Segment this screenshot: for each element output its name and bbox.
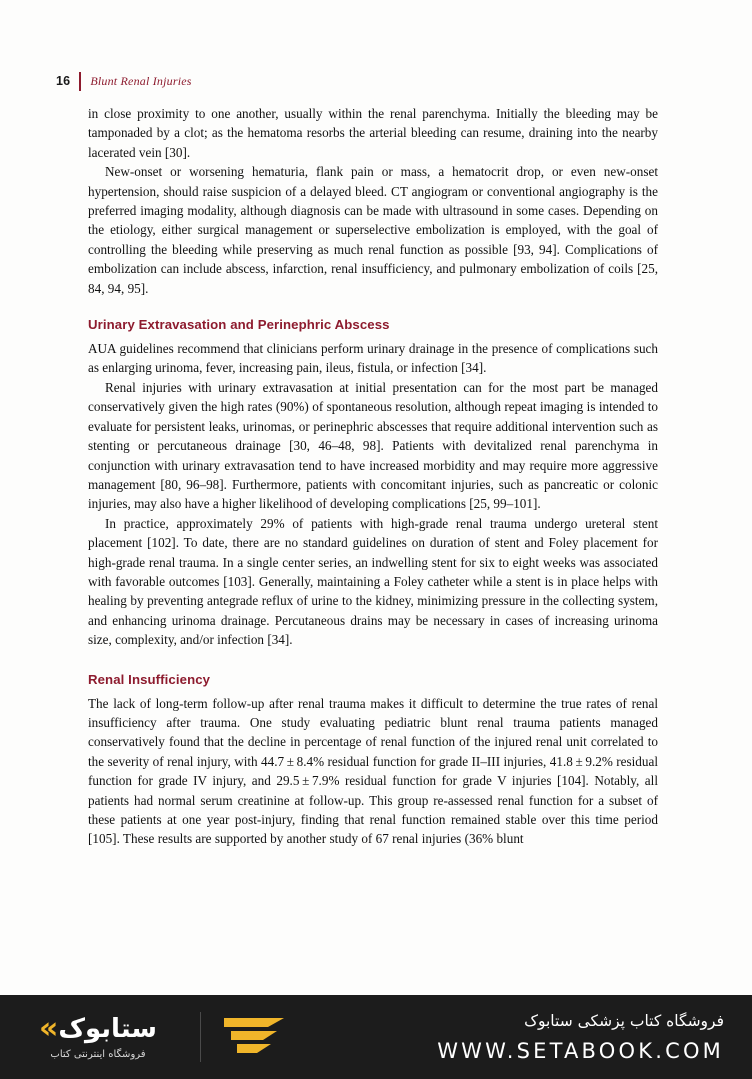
footer-contact — [285, 1012, 752, 1063]
section-heading-urinary-extravasation: Urinary Extravasation and Perinephric Abscess — [88, 317, 390, 333]
footer-divider — [200, 1012, 201, 1062]
page-number: 16 — [56, 74, 71, 88]
brand-name: ستابوک — [58, 1014, 158, 1044]
logo-mark-icon — [223, 1012, 285, 1062]
paragraph-aua-guidelines: AUA guidelines recommend that clinicians perform urinary drainage in the presence of complications such as enlarging urinoma, fever, increasing pain, ileus, fistula, or infection [34]. — [88, 341, 658, 376]
logo-bar-top — [224, 1018, 284, 1027]
paragraph-stent-placement: In practice, approximately 29% of patients with high-grade renal trauma undergo ureteral stent placement [102]. To date, there are no standard guidelines on duration of stent and Foley placement for high-grade renal trauma. In a single center series, an indwelling stent for six to eight weeks was associated with favorable outcomes [103]. Generally, maintaining a Foley catheter while a stent is in place helps with healing by preventing antegrade reflux of urine to the kidney, minimizing pressure in the collecting system, and enhancing urinoma drainage. Percutaneous drains may be necessary in cases of increasing urinoma size, complexity, and/or infection [34]. — [88, 515, 658, 648]
brand-subtitle: فروشگاه اینترنتی کتاب — [50, 1049, 146, 1060]
running-head-rule — [79, 72, 81, 91]
paragraph-delayed-bleed: New-onset or worsening hematuria, flank pain or mass, a hematocrit drop, or even new-onset hypertension, should raise suspicion of a delayed bleed. CT angiogram or conventional angiography is the preferred imaging modality, although diagnosis can be made with ultrasound in some cases. Depending on the etiology, either surgical management or superselective embolization is employed, with the goal of controlling the bleeding while preserving as much renal function as possible [93, 94]. Complications of embolization can include abscess, infarction, renal insufficiency, and pulmonary embolization of coils [25, 84, 94, 95]. — [88, 164, 658, 296]
paragraph-renal-injuries-extravasation: Renal injuries with urinary extravasation at initial presentation can for the most part be managed conservatively given the high rates (90%) of spontaneous resolution, although repeat imaging is intended to evaluate for persistent leaks, urinomas, or perinephric abscesses that require additional intervention such as stenting or percutaneous drainage [30, 46–48, 98]. Patients with devitalized renal parenchyma in conjunction with urinary extravasation tend to have increased morbidity and may require more aggressive management [80, 96–98]. Furthermore, patients with concomitant injuries, such as pancreatic or colonic injuries, may also have a higher likelihood of developing complications [25, 99–101]. — [88, 379, 658, 512]
section-heading-renal-insufficiency: Renal Insufficiency — [88, 671, 211, 687]
logo-bar-middle — [231, 1031, 277, 1040]
paragraph-continuation: in close proximity to one another, usually within the renal parenchyma. Initially the bleeding may be tamponaded by a clot; as the hematoma resorbs the arterial bleeding can resume, draining into the nearby lacerated vein [30]. — [88, 106, 658, 160]
footer-tagline: فروشگاه کتاب پزشکی ستابوک — [524, 1011, 724, 1030]
footer-banner — [0, 995, 752, 1079]
chevrons-icon: « — [38, 1011, 53, 1046]
running-head-title: Blunt Renal Injuries — [90, 73, 192, 88]
running-head — [56, 70, 192, 92]
paragraph-renal-insufficiency: The lack of long-term follow-up after renal trauma makes it difficult to determine the true rates of renal insufficiency after trauma. One study evaluating pediatric blunt renal trauma patients managed conservatively found that the decline in percentage of renal function of the injured renal unit correlated to the severity of renal injury, with 44.7 ± 8.4% residual function for grade II–III injuries, 41.8 ± 9.2% residual function for grade IV injury, and 29.5 ± 7.9% residual function for grade V injuries [104]. Notably, all patients had normal serum creatinine at follow-up. This group re-assessed renal function for a subset of these patients at one year post-injury, finding that renal function remained stable over this time period [105]. These results are supported by another study of 67 renal injuries (36% blunt — [88, 695, 658, 847]
brand-wordmark — [38, 1011, 158, 1046]
logo-bar-bottom — [237, 1044, 271, 1053]
text-column — [88, 104, 658, 849]
footer-brand — [0, 1011, 196, 1060]
footer-url[interactable]: WWW.SETABOOK.COM — [437, 1038, 724, 1063]
